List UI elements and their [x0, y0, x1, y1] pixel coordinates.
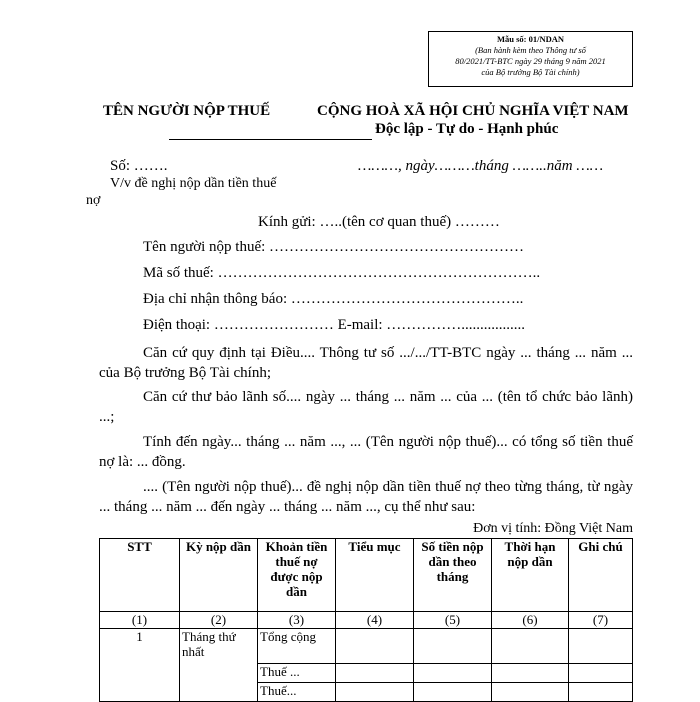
subject-line-1: V/v đề nghị nộp dần tiền thuế — [110, 176, 277, 191]
header-monthly-amount: Số tiền nộp dần theo tháng — [414, 539, 492, 612]
header-stt: STT — [100, 539, 180, 612]
cell-empty — [569, 683, 633, 702]
paragraph-guarantee: Căn cứ thư bảo lãnh số.... ngày ... tháng ... năm ... của ... (tên tổ chức bảo lãnh) ...; — [99, 389, 633, 425]
col-number: (1) — [100, 612, 180, 629]
republic-heading: CỘNG HOÀ XÃ HỘI CHỦ NGHĨA VIỆT NAM — [317, 103, 629, 119]
col-number: (7) — [569, 612, 633, 629]
header-debt-item: Khoản tiền thuế nợ được nộp dần — [258, 539, 336, 612]
national-motto: Độc lập - Tự do - Hạnh phúc — [375, 121, 559, 137]
col-number: (3) — [258, 612, 336, 629]
row-item-tax-2: Thuế... — [258, 683, 336, 702]
cell-empty — [492, 683, 569, 702]
document-number: Số: ……. — [110, 158, 168, 174]
table-row — [100, 629, 633, 664]
cell-empty — [414, 683, 492, 702]
addressee: Kính gửi: …..(tên cơ quan thuế) ……… — [258, 214, 500, 230]
form-code-box — [428, 31, 633, 87]
field-phone-email: Điện thoại: …………………… E-mail: ……………................. — [143, 317, 526, 333]
row-item-total: Tổng cộng — [258, 629, 336, 664]
paragraph-legal-basis: Căn cứ quy định tại Điều.... Thông tư số .../.../TT-BTC ngày ... tháng ... năm ... của Bộ trưởng Bộ Tài chính; — [99, 345, 633, 381]
cell-empty — [492, 629, 569, 664]
header-period: Kỳ nộp dần — [180, 539, 258, 612]
document-date: ………, ngày………tháng ……..năm …… — [358, 158, 604, 174]
currency-unit: Đơn vị tính: Đồng Việt Nam — [473, 521, 633, 536]
cell-empty — [492, 664, 569, 683]
row-item-tax-1: Thuế ... — [258, 664, 336, 683]
field-address: Địa chỉ nhận thông báo: ……………………………………….. — [143, 291, 524, 307]
paragraph-request: .... (Tên người nộp thuế)... đề nghị nộp dần tiền thuế nợ theo từng tháng, từ ngày ... tháng ... năm ... đến ngày ... tháng ... năm ..., cụ thể như sau: — [99, 479, 633, 515]
col-number: (2) — [180, 612, 258, 629]
header-deadline: Thời hạn nộp dần — [492, 539, 569, 612]
field-taxpayer-name: Tên người nộp thuế: …………………………………………… — [143, 239, 525, 255]
col-number: (6) — [492, 612, 569, 629]
form-note-line1: (Ban hành kèm theo Thông tư số — [475, 45, 586, 55]
cell-empty — [569, 629, 633, 664]
taxpayer-name-heading: TÊN NGƯỜI NỘP THUẾ — [103, 103, 271, 119]
row-period: Tháng thứ nhất — [180, 629, 258, 702]
subject-line-2: nợ — [86, 193, 101, 208]
paragraph-total-debt: Tính đến ngày... tháng ... năm ..., ... (Tên người nộp thuế)... có tổng số tiền thuế nợ là: ... đồng. — [99, 434, 633, 470]
cell-empty — [414, 664, 492, 683]
form-code: Mẫu số: 01/NDAN — [496, 34, 565, 44]
header-sub-item: Tiểu mục — [336, 539, 414, 612]
field-tax-code: Mã số thuế: ……………………………………………………….. — [143, 265, 541, 281]
cell-empty — [336, 664, 414, 683]
form-note-line2: 80/2021/TT-BTC ngày 29 tháng 9 năm 2021 — [455, 56, 606, 66]
row-stt: 1 — [100, 629, 180, 702]
cell-empty — [336, 683, 414, 702]
cell-empty — [569, 664, 633, 683]
heading-underline — [169, 139, 372, 140]
col-number: (4) — [336, 612, 414, 629]
installment-table — [99, 538, 633, 702]
cell-empty — [414, 629, 492, 664]
col-number: (5) — [414, 612, 492, 629]
cell-empty — [336, 629, 414, 664]
form-note-line3: của Bộ trưởng Bộ Tài chính) — [481, 67, 580, 77]
header-note: Ghi chú — [569, 539, 633, 612]
